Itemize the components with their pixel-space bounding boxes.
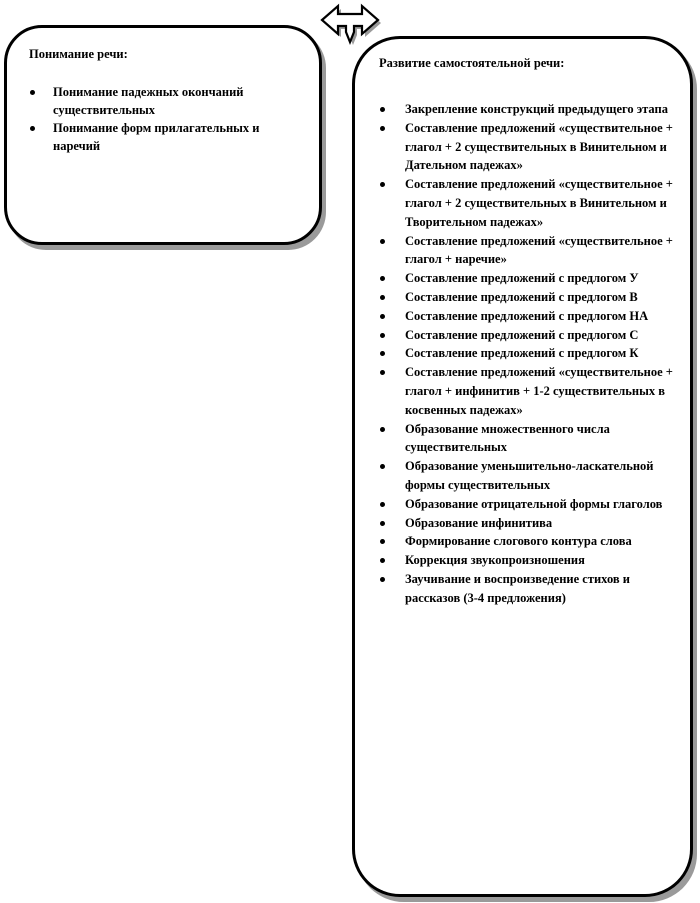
list-item (379, 570, 676, 608)
list-item-text: Заучивание и воспроизведение стихов и рассказов (3-4 предложения) (405, 571, 630, 605)
list-item-text: Составление предложений «существительное + глагол + инфинитив + 1-2 существительных в косвенных падежах» (405, 365, 673, 417)
bullet-icon (380, 107, 385, 112)
independent-speech-title: Развитие самостоятельной речи: (379, 56, 565, 70)
bullet-icon (380, 539, 385, 544)
double-arrow-icon (318, 2, 382, 46)
bullet-icon (380, 333, 385, 338)
list-item (379, 495, 676, 514)
independent-speech-box (352, 36, 693, 897)
list-item-text: Составление предложений «существительное + глагол + 2 существительных в Винительном и Творительном падежах» (405, 177, 673, 229)
list-item-text: Понимание форм прилагательных и наречий (53, 121, 260, 153)
list-item (379, 420, 676, 458)
bullet-icon (380, 239, 385, 244)
bullet-icon (380, 295, 385, 300)
bullet-icon (380, 464, 385, 469)
list-item-text: Образование отрицательной формы глаголов (405, 496, 663, 511)
list-item (379, 532, 676, 551)
list-item-text: Образование инфинитива (405, 515, 553, 530)
list-item (379, 363, 676, 419)
bullet-icon (380, 521, 385, 526)
bullet-icon (380, 558, 385, 563)
list-item (379, 175, 676, 231)
list-item-text: Формирование слогового контура слова (405, 534, 632, 549)
list-item (379, 551, 676, 570)
bullet-icon (380, 577, 385, 582)
bullet-icon (380, 314, 385, 319)
list-item (29, 119, 301, 155)
list-item-text: Понимание падежных окончаний существительных (53, 85, 244, 117)
list-item (379, 457, 676, 495)
list-item-text: Составление предложений «существительное + глагол + 2 существительных в Винительном и Дательном падежах» (405, 120, 673, 173)
bullet-icon (380, 276, 385, 281)
list-item-text: Коррекция звукопроизношения (405, 553, 585, 568)
list-item-text: Составление предложений с предлогом НА (405, 308, 649, 323)
independent-speech-list (379, 100, 676, 608)
list-item-text: Составление предложений с предлогом К (405, 346, 639, 361)
list-item (379, 288, 676, 307)
list-item (379, 514, 676, 533)
speech-understanding-box (4, 25, 322, 245)
list-item (379, 232, 676, 270)
list-item (379, 344, 676, 363)
bullet-icon (380, 126, 385, 131)
list-item (379, 100, 676, 119)
list-item (379, 307, 676, 326)
list-item-text: Закрепление конструкций предыдущего этапа (405, 102, 668, 116)
bullet-icon (380, 427, 385, 432)
list-item (29, 83, 301, 119)
bullet-icon (380, 182, 385, 187)
list-item-text: Составление предложений «существительное + глагол + наречие» (405, 233, 673, 267)
bullet-icon (380, 502, 385, 507)
list-item-text: Образование множественного числа существительных (405, 421, 610, 455)
list-item (379, 119, 676, 175)
list-item (379, 269, 676, 288)
speech-understanding-list (29, 83, 301, 155)
list-item-text: Составление предложений с предлогом У (405, 271, 639, 286)
list-item-text: Составление предложений с предлогом В (405, 289, 638, 304)
bullet-icon (30, 90, 35, 95)
bullet-icon (380, 370, 385, 375)
bullet-icon (380, 351, 385, 356)
speech-understanding-title: Понимание речи: (29, 47, 128, 61)
list-item-text: Составление предложений с предлогом С (405, 327, 639, 342)
list-item-text: Образование уменьшительно-ласкательной формы существительных (405, 459, 654, 492)
list-item (379, 326, 676, 345)
bullet-icon (30, 126, 35, 131)
